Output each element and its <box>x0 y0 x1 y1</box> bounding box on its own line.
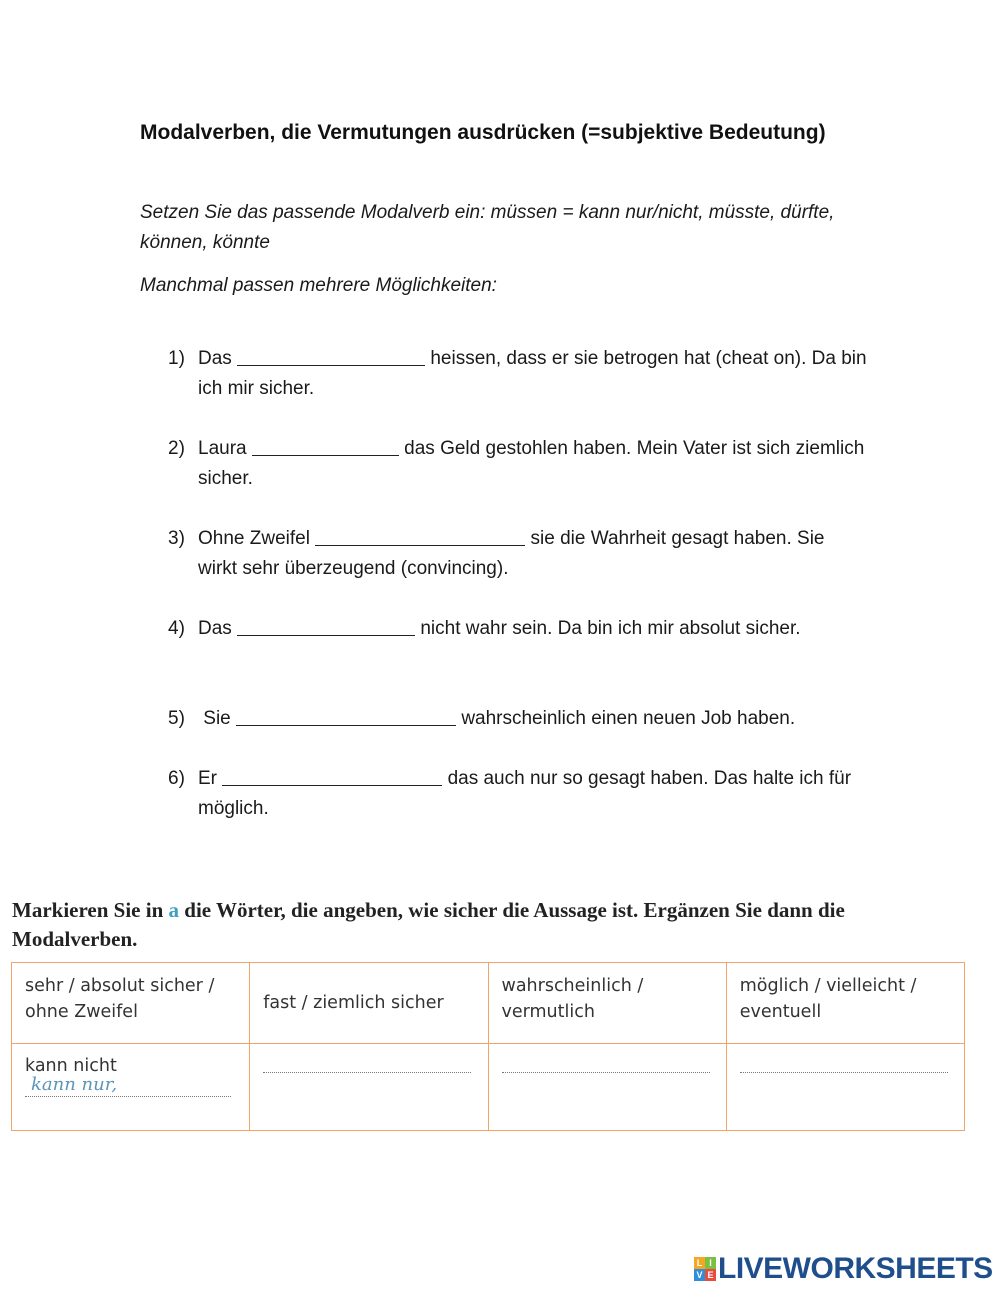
logo-mark-letter: V <box>694 1269 705 1281</box>
exercise-text-after: sie die Wahrheit gesagt haben. Sie wirkt sehr überzeugend (convincing). <box>198 528 825 579</box>
table-header-row <box>12 963 965 1044</box>
answer-line[interactable] <box>740 1072 948 1073</box>
answer-blank-2[interactable] <box>252 435 399 456</box>
answer-blank-5[interactable] <box>236 705 456 726</box>
exercise-text-before: Er <box>198 768 217 789</box>
column-header-certain: sehr / absolut sicher / ohne Zweifel <box>12 963 250 1044</box>
table-cell-almost-certain <box>250 1044 488 1131</box>
cell-example-text: kann nicht <box>25 1056 117 1076</box>
answer-blank-3[interactable] <box>315 525 525 546</box>
worksheet-title: Modalverben, die Vermutungen ausdrücken (=subjektive Bedeutung) <box>140 121 826 144</box>
table-row <box>12 1044 965 1131</box>
exercise-number: 5) <box>168 708 185 729</box>
certainty-table <box>11 962 965 1131</box>
exercise-text-before: Ohne Zweifel <box>198 528 310 549</box>
exercise-number: 4) <box>168 618 185 639</box>
logo-mark-letter: I <box>705 1257 716 1269</box>
exercise-number: 1) <box>168 348 185 369</box>
answer-line[interactable] <box>502 1072 710 1073</box>
section-heading <box>12 896 932 954</box>
answer-blank-4[interactable] <box>237 615 415 636</box>
exercise-number: 6) <box>168 768 185 789</box>
answer-blank-6[interactable] <box>222 765 442 786</box>
table-cell-possible <box>726 1044 964 1131</box>
exercise-text-before: Das <box>198 348 232 369</box>
logo-mark-icon <box>694 1257 716 1281</box>
heading-text-2: die Wörter, die angeben, wie sicher die Aussage ist. Ergänzen Sie dann die Modalverben. <box>12 898 845 951</box>
column-header-probable: wahrscheinlich / vermutlich <box>488 963 726 1044</box>
table-cell-certain <box>12 1044 250 1131</box>
exercise-text-after: wahrscheinlich einen neuen Job haben. <box>461 708 796 729</box>
note-text: Manchmal passen mehrere Möglichkeiten: <box>140 275 497 296</box>
logo-text: LIVEWORKSHEETS <box>718 1252 993 1285</box>
logo-mark-letter: L <box>694 1257 705 1269</box>
exercise-text-after: das Geld gestohlen haben. Mein Vater ist sich ziemlich sicher. <box>198 438 865 489</box>
answer-line[interactable] <box>263 1072 471 1073</box>
logo-mark-letter: E <box>705 1269 716 1281</box>
exercise-number: 3) <box>168 528 185 549</box>
exercise-text-after: nicht wahr sein. Da bin ich mir absolut sicher. <box>420 618 801 639</box>
handwritten-answer[interactable]: kann nur, <box>25 1074 231 1097</box>
liveworksheets-logo <box>694 1252 993 1286</box>
column-header-almost-certain: fast / ziemlich sicher <box>250 963 488 1044</box>
exercise-number: 2) <box>168 438 185 459</box>
exercise-text-before: Laura <box>198 438 247 459</box>
answer-blank-1[interactable] <box>237 345 425 366</box>
exercise-text-after: heissen, dass er sie betrogen hat (cheat on). Da bin ich mir sicher. <box>198 348 867 399</box>
instruction-text: Setzen Sie das passende Modalverb ein: müssen = kann nur/nicht, müsste, dürfte, können, könnte <box>140 202 835 253</box>
heading-accent-letter: a <box>168 898 180 922</box>
exercise-text-before: Sie <box>203 708 231 729</box>
exercise-text-before: Das <box>198 618 232 639</box>
heading-text-1: Markieren Sie in <box>12 898 169 922</box>
exercise-text-after: das auch nur so gesagt haben. Das halte ich für möglich. <box>198 768 852 819</box>
table-cell-probable <box>488 1044 726 1131</box>
column-header-possible: möglich / vielleicht / eventuell <box>726 963 964 1044</box>
